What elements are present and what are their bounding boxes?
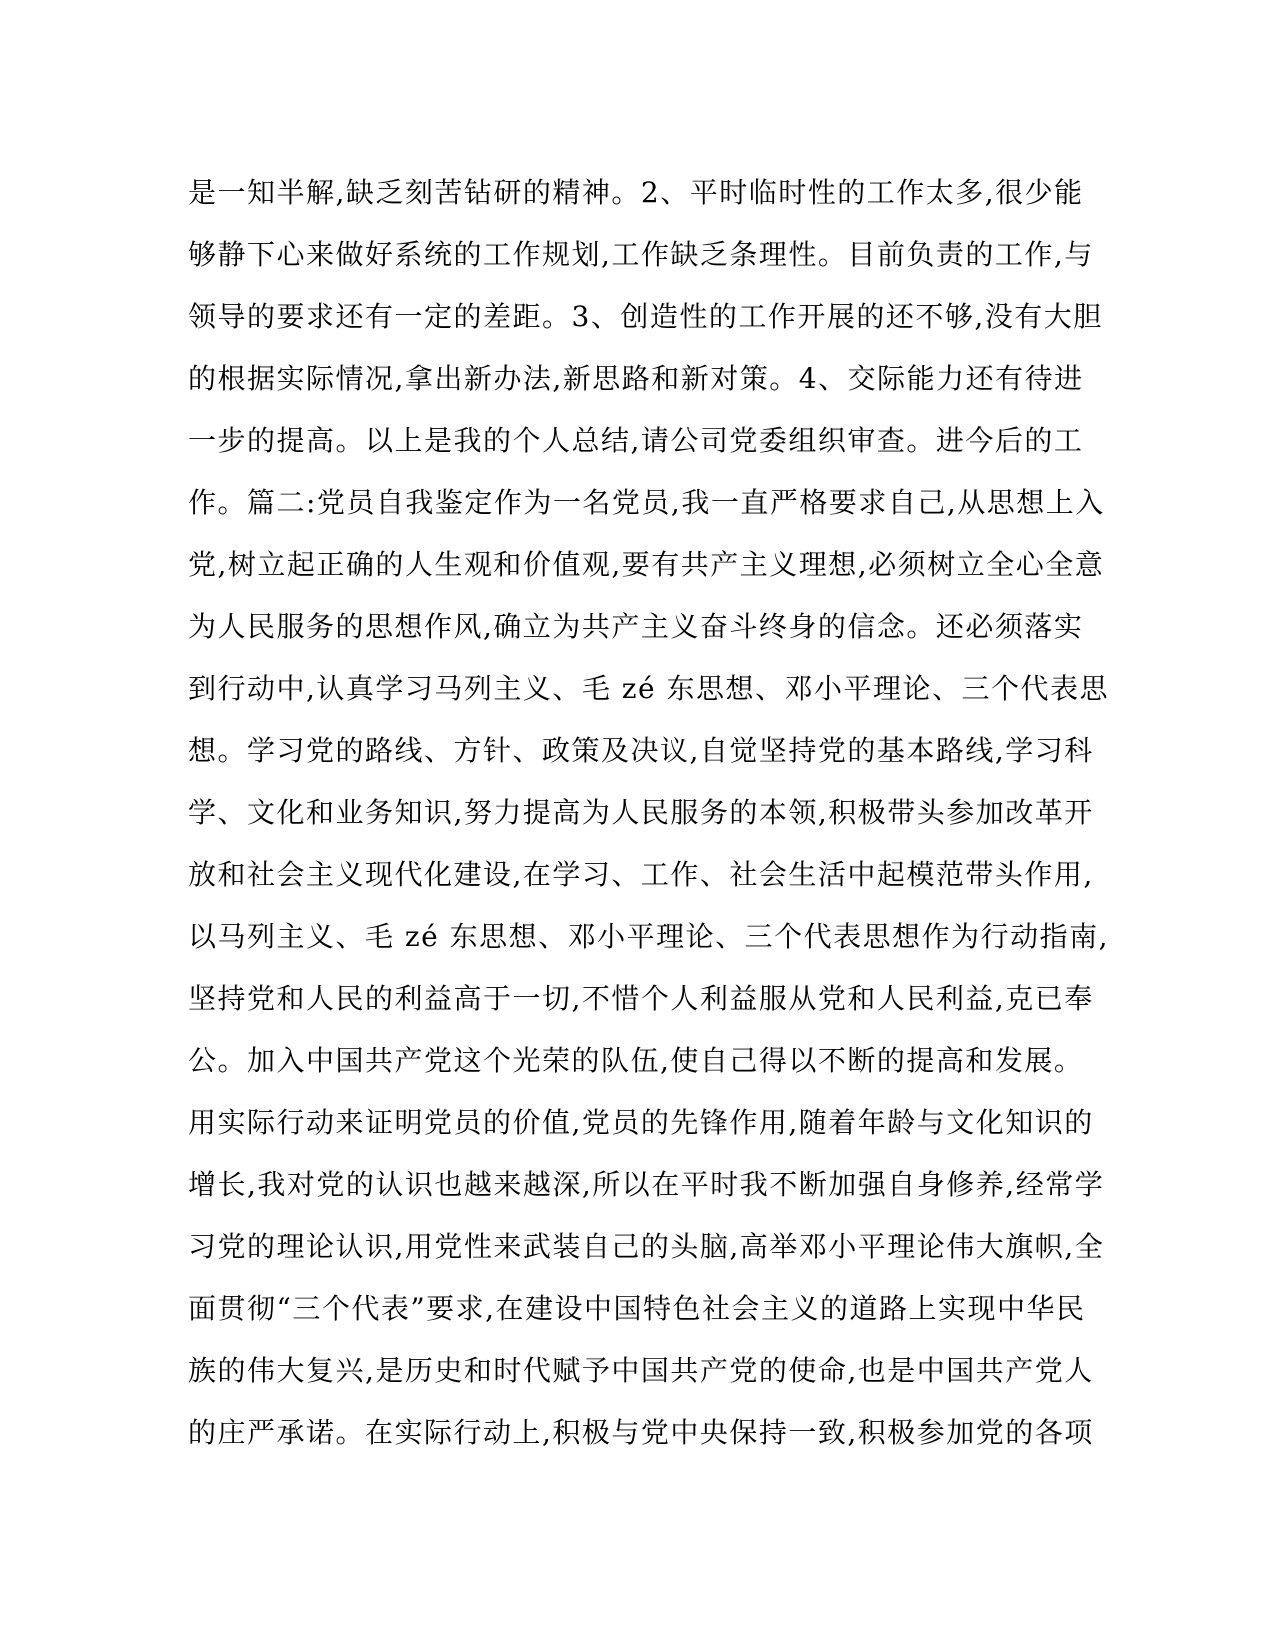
- text-line: 族的伟大复兴,是历史和时代赋予中国共产党的使命,也是中国共产党人: [188, 1354, 1094, 1387]
- text-line: 一步的提高。以上是我的个人总结,请公司党委组织审查。进今后的工: [188, 424, 1084, 457]
- text-line: 以马列主义、毛 zé 东思想、邓小平理论、三个代表思想作为行动指南,: [188, 920, 1110, 953]
- text-line: 放和社会主义现代化建设,在学习、工作、社会生活中起模范带头作用,: [188, 858, 1094, 891]
- text-line: 领导的要求还有一定的差距。3、创造性的工作开展的还不够,没有大胆: [188, 300, 1103, 333]
- text-line: 够静下心来做好系统的工作规划,工作缺乏条理性。目前负责的工作,与: [188, 238, 1094, 271]
- text-line: 作。篇二:党员自我鉴定作为一名党员,我一直严格要求自己,从思想上入: [188, 486, 1105, 519]
- text-line: 想。学习党的路线、方针、政策及决议,自觉坚持党的基本路线,学习科: [188, 734, 1094, 767]
- text-line: 的根据实际情况,拿出新办法,新思路和新对策。4、交际能力还有待进: [188, 362, 1084, 395]
- text-line: 党,树立起正确的人生观和价值观,要有共产主义理想,必须树立全心全意: [188, 548, 1105, 581]
- text-line: 公。加入中国共产党这个光荣的队伍,使自己得以不断的提高和发展。: [188, 1044, 1084, 1077]
- text-line: 为人民服务的思想作风,确立为共产主义奋斗终身的信念。还必须落实: [188, 610, 1084, 643]
- text-line: 增长,我对党的认识也越来越深,所以在平时我不断加强自身修养,经常学: [188, 1168, 1105, 1201]
- text-line: 面贯彻“三个代表”要求,在建设中国特色社会主义的道路上实现中华民: [188, 1292, 1086, 1325]
- text-line: 坚持党和人民的利益高于一切,不惜个人利益服从党和人民利益,克已奉: [188, 982, 1094, 1015]
- text-line: 的庄严承诺。在实际行动上,积极与党中央保持一致,积极参加党的各项: [188, 1416, 1094, 1449]
- body-text: [188, 162, 1110, 1464]
- text-line: 学、文化和业务知识,努力提高为人民服务的本领,积极带头参加改革开: [188, 796, 1094, 829]
- text-line: 是一知半解,缺乏刻苦钻研的精神。2、平时临时性的工作太多,很少能: [188, 176, 1084, 209]
- text-line: 习党的理论认识,用党性来武装自己的头脑,高举邓小平理论伟大旗帜,全: [188, 1230, 1105, 1263]
- text-line: 到行动中,认真学习马列主义、毛 zé 东思想、邓小平理论、三个代表思: [188, 672, 1110, 705]
- text-line: 用实际行动来证明党员的价值,党员的先锋作用,随着年龄与文化知识的: [188, 1106, 1094, 1139]
